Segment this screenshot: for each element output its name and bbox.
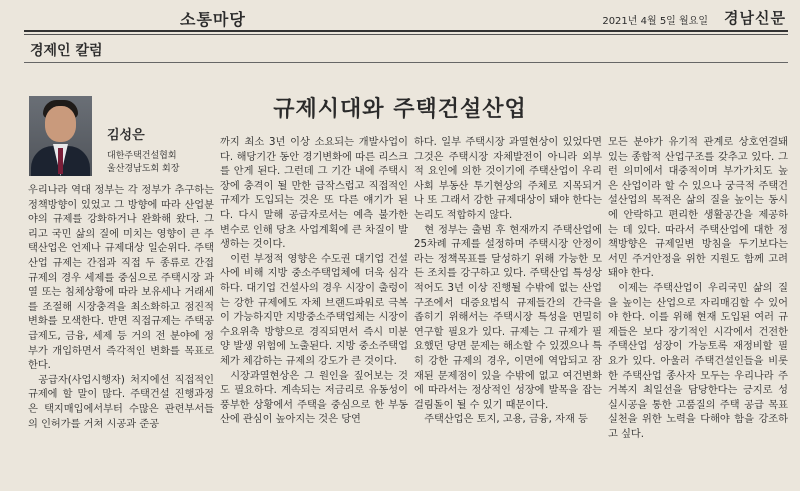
- paragraph: 모든 분야가 유기적 관계로 상호연결돼 있는 종합적 산업구조를 갖추고 있다. 그런 의미에서 대중적이며 부가가치도 높은 산업이라 할 수 있으나 궁극적 주택건설산업의 목적은 삶의 질을 높이는 동시에 안락하고 편리한 생활공간을 제공하는 데 있다. 따라서 주택산업에 대한 정책방향은 규제일변 방침을 두기보다는 서민 주거안정을 위한 지원도 함께 고려돼야 한다.: [608, 137, 788, 280]
- author-photo: [29, 96, 92, 176]
- paragraph: 현 정부는 출범 후 현재까지 주택산업에 25차례 규제를 설정하며 주택시장 안정이라는 정책목표를 달성하기 위해 가능한 모든 조치를 강구하고 있다. 주택산업 특성상 적어도 3년 이상 진행될 수밖에 없는 산업구조에서 대증요법식 규제들간의 간극을 좁히기 위해서는 주택시장 특성을 면밀히 연구할 필요가 있다. 규제는 그 규제가 필요했던 당면 문제는 해소할 수 있겠으나 특히 강한 규제의 경우, 이면에 역압되고 잠재된 문제점이 있을 수밖에 없고 여건변화에 따라서는 정상적인 성장에 발목을 잡는 걸림돌이 될 수 있기 때문이다.: [414, 224, 602, 411]
- article-column-2: [220, 136, 408, 480]
- paragraph: 하다. 일부 주택시장 과열현상이 있었다면 그것은 주택시장 자체발전이 아니라 외부적 요인에 의한 것이기에 주택산업이 우리사회 부동산 투기현상의 주체로 지목되거나 또 그래서 강한 규제대상이 돼야 한다는 논리도 적합하지 않다.: [414, 137, 602, 221]
- author-org-line1: 대한주택건설협회: [107, 151, 177, 161]
- header-rule-thin: [24, 34, 788, 35]
- article-column-1: [28, 184, 214, 484]
- column-title-rule: [24, 62, 788, 63]
- section-name: 소통마당: [180, 10, 246, 29]
- column-title: 경제인 칼럼: [30, 43, 103, 59]
- author-name: 김성은: [107, 128, 145, 143]
- paragraph: 우리나라 역대 정부는 각 정부가 추구하는 정책방향이 있었고 그 방향에 따라 산업분야의 규제를 강화하거나 완화해 왔다. 그리고 국민 삶의 질에 미치는 영향이 큰 주택산업은 언제나 규제대상 일순위다. 주택산업 규제는 간접과 직접 두 종류로 간접규제의 경우 세제를 중심으로 주택시장 과열 또는 침체상황에 따라 보유세나 거래세를 조절해 시장충격을 최소화하고 점진적 변화를 모색한다. 반면 직접규제는 주택공급제도, 금융, 세제 등 거의 전 분야에 정부가 개입하면서 즉각적인 변화를 목표로 한다.: [28, 185, 214, 372]
- article-column-3: [414, 136, 602, 480]
- article-headline: 규제시대와 주택건설산업: [273, 96, 527, 122]
- paragraph: 공급자(사업시행자) 처지에선 직접적인 규제에 할 말이 많다. 주택건설 진행과정은 택지매입에서부터 수많은 관련부서들의 인허가를 거쳐 시공과 준공: [28, 374, 214, 430]
- newspaper-logo: 경남신문: [724, 9, 786, 27]
- paragraph: 이제는 주택산업이 우리국민 삶의 질을 높이는 산업으로 자리매김할 수 있어야 한다. 이를 위해 현재 도입된 여러 규제들은 보다 장기적인 시각에서 건전한 주택산업 성장이 가능토록 재정비할 필요가 있다. 아울러 주택건설인들을 비롯한 주택산업 종사자 모두는 우리나라 주거복지 최일선을 담당한다는 긍지로 성실시공을 통한 고품질의 주택 공급 목표 실천을 위한 노력을 다해야 함을 강조하고 싶다.: [608, 282, 788, 440]
- paragraph: 이런 부정적 영향은 수도권 대기업 건설사에 비해 지방 중소주택업체에 더욱 심각하다. 대기업 건설사의 경우 시장이 출렁이는 강한 규제에도 자체 브랜드파워로 극복이 가능하지만 지방중소주택업체는 시장이 수요위축 방향으로 경직되면서 즉시 미분양 발생 위험에 노출된다. 지방 중소주택업체가 체감하는 규제의 강도가 큰 것이다.: [220, 253, 408, 367]
- header-rule: [24, 30, 788, 32]
- paragraph: 주택산업은 토지, 고용, 금융, 자재 등: [424, 414, 588, 426]
- publication-date: 2021년 4월 5일 월요일: [602, 16, 708, 27]
- article-column-4: [608, 136, 788, 480]
- paragraph: 까지 최소 3년 이상 소요되는 개발사업이다. 해당기간 동안 경기변화에 따른 리스크를 안게 된다. 그런데 그 기간 내에 주택시장에 충격이 될 만한 급작스럽고 직접적인 규제가 도입되는 것은 또 다른 얘기가 된다. 다시 말해 공급자로서는 예측 불가한 변수로 인해 당초 사업계획에 큰 차질이 발생하는 것이다.: [220, 137, 408, 251]
- author-org-line2: 울산경남도회 회장: [107, 164, 180, 174]
- author-affiliation: [107, 150, 179, 176]
- paragraph: 시장과열현상은 그 원인을 짚어보는 것도 필요하다. 계속되는 저금리로 유동성이 풍부한 상황에서 주택을 중심으로 한 부동산에 관심이 높아지는 것은 당연: [220, 370, 408, 426]
